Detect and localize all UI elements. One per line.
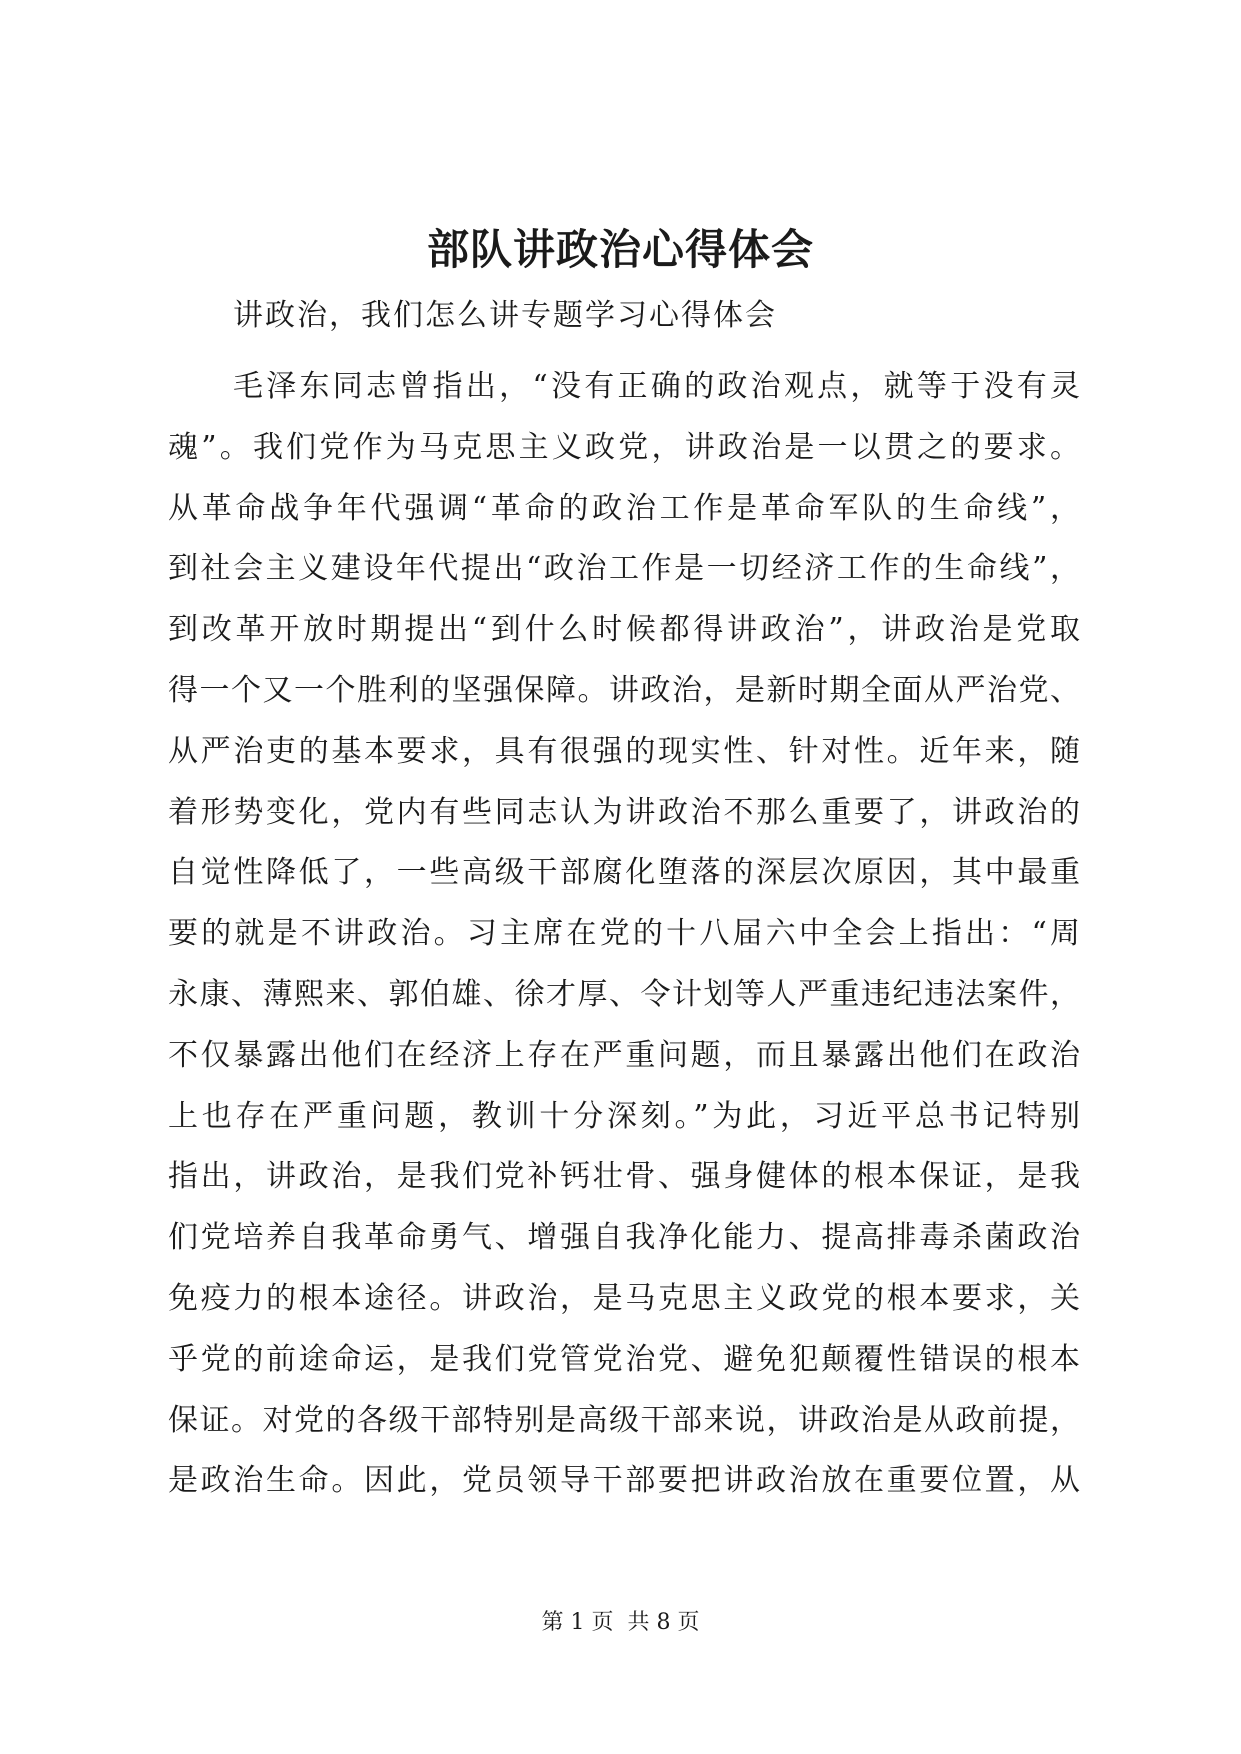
body-line: 魂”。我们党作为马克思主义政党，讲政治是一以贯之的要求。 xyxy=(168,429,1080,465)
body-line: 自觉性降低了，一些高级干部腐化堕落的深层次原因，其中最重 xyxy=(168,855,1080,891)
body-line: 永康、薄熙来、郭伯雄、徐才厚、令计划等人严重违纪违法案件， xyxy=(168,976,1080,1012)
body-line: 从严治吏的基本要求，具有很强的现实性、针对性。近年来，随 xyxy=(168,733,1080,769)
page-number: 第 1 页 共 8 页 xyxy=(541,1610,700,1635)
body-line: 着形势变化，党内有些同志认为讲政治不那么重要了，讲政治的 xyxy=(168,794,1080,830)
body-line: 指出，讲政治，是我们党补钙壮骨、强身健体的根本保证，是我 xyxy=(168,1159,1080,1195)
body-line: 到社会主义建设年代提出“政治工作是一切经济工作的生命线”， xyxy=(168,551,1080,587)
document-subtitle: 讲政治，我们怎么讲专题学习心得体会 xyxy=(233,298,777,333)
document-title: 部队讲政治心得体会 xyxy=(426,225,814,274)
body-paragraph xyxy=(168,357,1080,1512)
body-line: 免疫力的根本途径。讲政治，是马克思主义政党的根本要求，关 xyxy=(168,1280,1080,1316)
body-line: 不仅暴露出他们在经济上存在严重问题，而且暴露出他们在政治 xyxy=(168,1037,1080,1073)
body-line: 保证。对党的各级干部特别是高级干部来说，讲政治是从政前提， xyxy=(168,1402,1080,1438)
body-line: 毛泽东同志曾指出，“没有正确的政治观点，就等于没有灵 xyxy=(233,369,1080,404)
body-line: 得一个又一个胜利的坚强保障。讲政治，是新时期全面从严治党、 xyxy=(168,672,1080,708)
body-line: 从革命战争年代强调“革命的政治工作是革命军队的生命线”， xyxy=(168,490,1080,526)
body-line: 要的就是不讲政治。习主席在党的十八届六中全会上指出：“周 xyxy=(168,916,1080,952)
body-line: 到改革开放时期提出“到什么时候都得讲政治”，讲政治是党取 xyxy=(168,612,1080,648)
body-line: 是政治生命。因此，党员领导干部要把讲政治放在重要位置，从 xyxy=(168,1463,1080,1499)
body-line: 乎党的前途命运，是我们党管党治党、避免犯颠覆性错误的根本 xyxy=(168,1341,1080,1377)
body-line: 们党培养自我革命勇气、增强自我净化能力、提高排毒杀菌政治 xyxy=(168,1220,1080,1256)
body-line: 上也存在严重问题，教训十分深刻。”为此，习近平总书记特别 xyxy=(168,1098,1080,1134)
